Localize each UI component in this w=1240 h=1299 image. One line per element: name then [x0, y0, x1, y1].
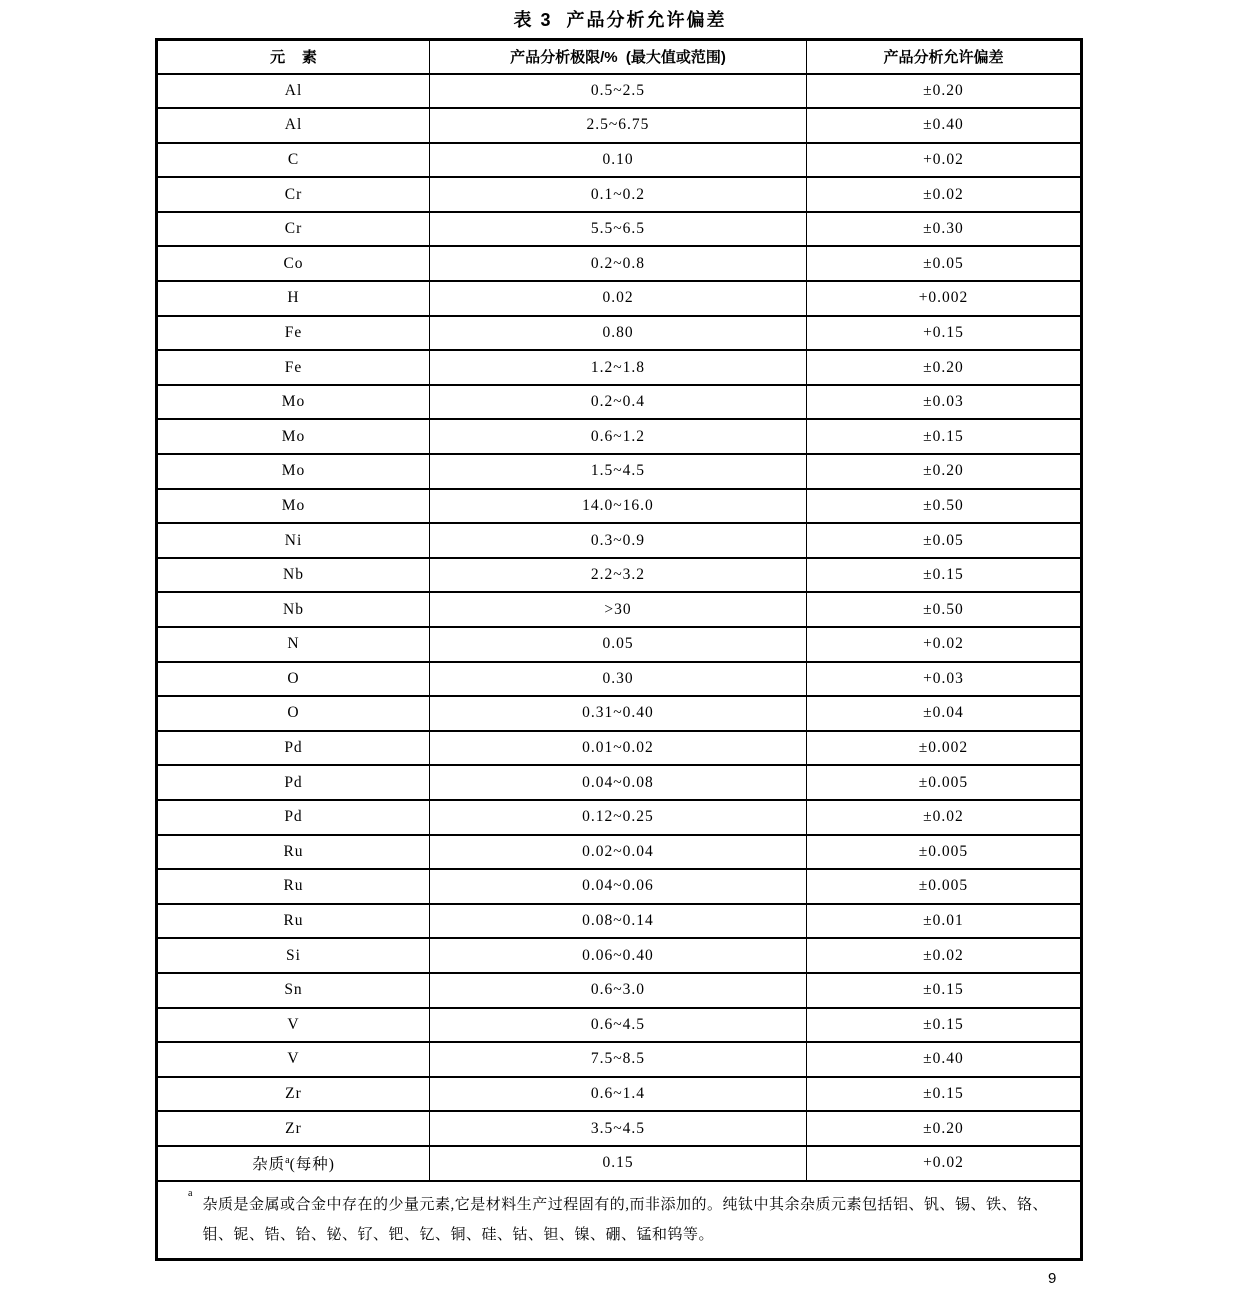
element-cell: Ru: [157, 869, 430, 904]
element-cell: Pd: [157, 800, 430, 835]
limit-cell: >30: [430, 592, 807, 627]
element-cell: V: [157, 1042, 430, 1077]
element-cell: O: [157, 662, 430, 697]
table-row: [157, 558, 1082, 593]
limit-cell: 0.05: [430, 627, 807, 662]
element-cell: C: [157, 143, 430, 178]
deviation-cell: ±0.20: [807, 1111, 1082, 1146]
deviation-cell: ±0.03: [807, 385, 1082, 420]
footnote-marker: a: [188, 1187, 193, 1199]
limit-cell: 1.2~1.8: [430, 350, 807, 385]
table-row: [157, 246, 1082, 281]
limit-cell: 0.6~3.0: [430, 973, 807, 1008]
table-row: [157, 350, 1082, 385]
deviation-cell: ±0.50: [807, 489, 1082, 524]
element-cell: Mo: [157, 419, 430, 454]
element-cell: Mo: [157, 385, 430, 420]
element-cell: Zr: [157, 1111, 430, 1146]
deviation-cell: ±0.20: [807, 454, 1082, 489]
limit-cell: 0.15: [430, 1146, 807, 1181]
limit-cell: 0.1~0.2: [430, 177, 807, 212]
limit-cell: 0.04~0.08: [430, 765, 807, 800]
header-deviation: 产品分析允许偏差: [807, 40, 1082, 74]
limit-cell: 0.31~0.40: [430, 696, 807, 731]
element-cell: Zr: [157, 1077, 430, 1112]
table-row: [157, 973, 1082, 1008]
limit-cell: 14.0~16.0: [430, 489, 807, 524]
deviation-cell: ±0.15: [807, 973, 1082, 1008]
deviation-cell: ±0.20: [807, 350, 1082, 385]
limit-cell: 0.30: [430, 662, 807, 697]
table-row: [157, 108, 1082, 143]
table-row: [157, 800, 1082, 835]
table-row: [157, 1008, 1082, 1043]
element-cell: Al: [157, 74, 430, 109]
deviation-cell: ±0.02: [807, 800, 1082, 835]
header-limit: 产品分析极限/% (最大值或范围): [430, 40, 807, 74]
element-cell: Pd: [157, 765, 430, 800]
table-row: [157, 454, 1082, 489]
element-cell: Al: [157, 108, 430, 143]
table-row: [157, 592, 1082, 627]
limit-cell: 0.6~4.5: [430, 1008, 807, 1043]
table-row: [157, 765, 1082, 800]
limit-cell: 2.5~6.75: [430, 108, 807, 143]
limit-cell: 0.80: [430, 316, 807, 351]
limit-cell: 3.5~4.5: [430, 1111, 807, 1146]
table-row: [157, 662, 1082, 697]
element-cell: Fe: [157, 350, 430, 385]
limit-cell: 0.6~1.4: [430, 1077, 807, 1112]
element-cell: Co: [157, 246, 430, 281]
header-row: [157, 40, 1082, 74]
limit-cell: 5.5~6.5: [430, 212, 807, 247]
limit-cell: 0.2~0.4: [430, 385, 807, 420]
limit-cell: 0.6~1.2: [430, 419, 807, 454]
deviation-cell: ±0.15: [807, 1077, 1082, 1112]
limit-cell: 0.01~0.02: [430, 731, 807, 766]
deviation-cell: ±0.01: [807, 904, 1082, 939]
element-cell: Pd: [157, 731, 430, 766]
deviation-cell: +0.02: [807, 143, 1082, 178]
table-row: [157, 281, 1082, 316]
limit-cell: 0.10: [430, 143, 807, 178]
deviation-cell: +0.02: [807, 627, 1082, 662]
deviation-cell: ±0.50: [807, 592, 1082, 627]
footnote: [188, 1187, 1064, 1250]
header-element: 元 素: [157, 40, 430, 74]
table-header: [157, 40, 1082, 74]
table-row: [157, 1042, 1082, 1077]
table-row: [157, 1111, 1082, 1146]
table-row: [157, 212, 1082, 247]
element-cell: [157, 1146, 430, 1181]
deviation-cell: ±0.02: [807, 938, 1082, 973]
table-row: [157, 177, 1082, 212]
deviation-cell: ±0.02: [807, 177, 1082, 212]
element-cell: Ni: [157, 523, 430, 558]
page-number: 9: [1048, 1270, 1057, 1287]
table-row: [157, 1077, 1082, 1112]
table-row: [157, 74, 1082, 109]
limit-cell: 0.08~0.14: [430, 904, 807, 939]
deviation-cell: ±0.005: [807, 835, 1082, 870]
limit-cell: 7.5~8.5: [430, 1042, 807, 1077]
limit-cell: 0.5~2.5: [430, 74, 807, 109]
element-cell: Si: [157, 938, 430, 973]
deviation-cell: ±0.05: [807, 246, 1082, 281]
deviation-cell: ±0.005: [807, 869, 1082, 904]
deviation-cell: +0.15: [807, 316, 1082, 351]
limit-cell: 0.02: [430, 281, 807, 316]
table-row: [157, 869, 1082, 904]
table-row: [157, 696, 1082, 731]
table-body: [157, 74, 1082, 1260]
table-row-impurity: [157, 1146, 1082, 1181]
limit-cell: 0.12~0.25: [430, 800, 807, 835]
deviation-cell: +0.002: [807, 281, 1082, 316]
deviation-cell: ±0.20: [807, 74, 1082, 109]
table-row: [157, 523, 1082, 558]
deviation-cell: +0.02: [807, 1146, 1082, 1181]
element-cell: H: [157, 281, 430, 316]
table-row: [157, 938, 1082, 973]
deviation-cell: ±0.40: [807, 108, 1082, 143]
element-cell: Sn: [157, 973, 430, 1008]
limit-cell: 0.06~0.40: [430, 938, 807, 973]
element-cell: Nb: [157, 592, 430, 627]
deviation-cell: ±0.40: [807, 1042, 1082, 1077]
limit-cell: 0.3~0.9: [430, 523, 807, 558]
footnote-row: [157, 1181, 1082, 1260]
element-cell: Fe: [157, 316, 430, 351]
element-cell: Mo: [157, 454, 430, 489]
impurity-label: 杂质: [252, 1156, 286, 1174]
impurity-label-suffix: (每种): [289, 1156, 335, 1174]
deviation-cell: ±0.04: [807, 696, 1082, 731]
impurity-footnote-marker: a: [285, 1155, 290, 1167]
table-title: 表 3 产品分析允许偏差: [513, 10, 727, 30]
deviation-cell: +0.03: [807, 662, 1082, 697]
table-row: [157, 627, 1082, 662]
element-cell: Nb: [157, 558, 430, 593]
deviation-cell: ±0.15: [807, 558, 1082, 593]
footnote-text: 杂质是金属或合金中存在的少量元素,它是材料生产过程固有的,而非添加的。纯钛中其余杂质元素包括铝、钒、锡、铁、铬、钼、铌、锆、铪、铋、钌、钯、钇、铜、硅、钴、钽、镍、硼、锰和钨等。: [202, 1196, 1048, 1243]
element-cell: Cr: [157, 212, 430, 247]
table-row: [157, 385, 1082, 420]
product-analysis-table: [155, 38, 1083, 1261]
limit-cell: 1.5~4.5: [430, 454, 807, 489]
table-row: [157, 835, 1082, 870]
table-row: [157, 419, 1082, 454]
element-cell: V: [157, 1008, 430, 1043]
element-cell: Cr: [157, 177, 430, 212]
deviation-cell: ±0.002: [807, 731, 1082, 766]
table-row: [157, 143, 1082, 178]
deviation-cell: ±0.30: [807, 212, 1082, 247]
limit-cell: 2.2~3.2: [430, 558, 807, 593]
element-cell: Ru: [157, 904, 430, 939]
element-cell: O: [157, 696, 430, 731]
element-cell: Mo: [157, 489, 430, 524]
limit-cell: 0.02~0.04: [430, 835, 807, 870]
deviation-cell: ±0.05: [807, 523, 1082, 558]
element-cell: Ru: [157, 835, 430, 870]
deviation-cell: ±0.15: [807, 1008, 1082, 1043]
table-row: [157, 489, 1082, 524]
table-row: [157, 316, 1082, 351]
limit-cell: 0.04~0.06: [430, 869, 807, 904]
deviation-cell: ±0.005: [807, 765, 1082, 800]
table-row: [157, 731, 1082, 766]
element-cell: N: [157, 627, 430, 662]
table-row: [157, 904, 1082, 939]
deviation-cell: ±0.15: [807, 419, 1082, 454]
footnote-cell: [157, 1181, 1082, 1260]
limit-cell: 0.2~0.8: [430, 246, 807, 281]
